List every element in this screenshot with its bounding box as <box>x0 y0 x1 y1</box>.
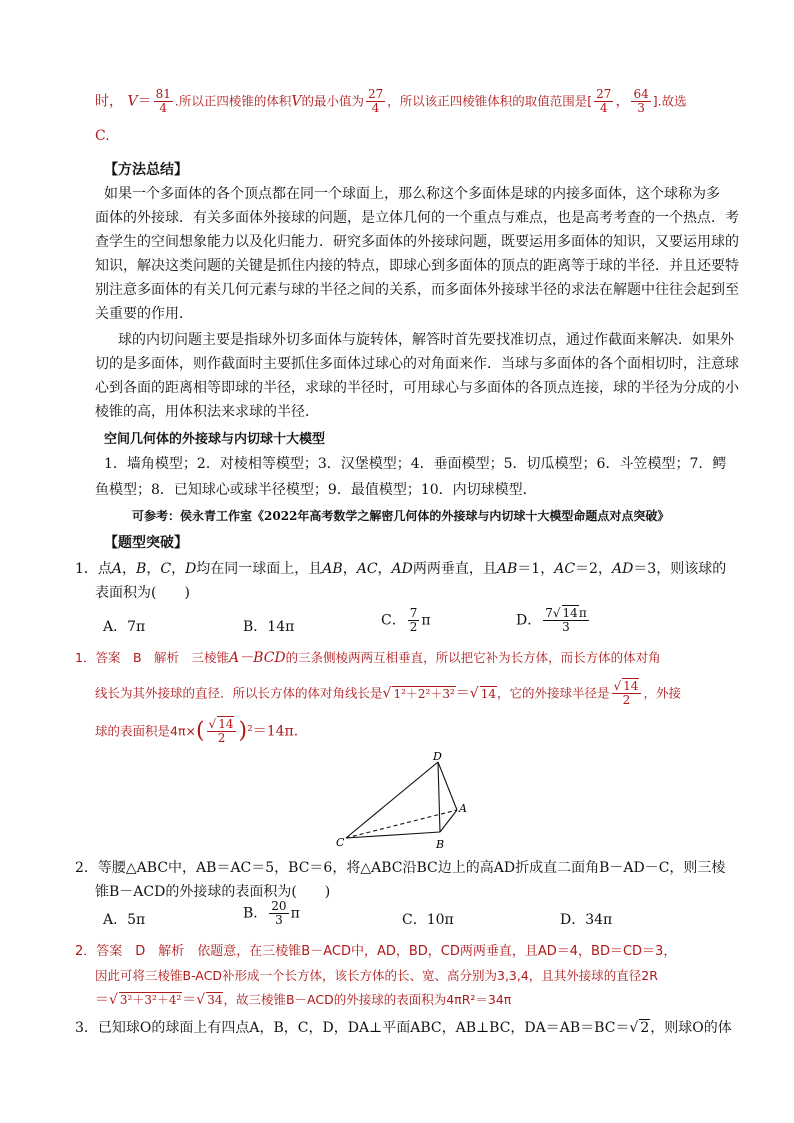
num: 27 <box>367 87 384 101</box>
fraction-27-4 <box>366 88 385 115</box>
den: 4 <box>159 101 168 115</box>
text: 1．点 <box>75 561 112 577</box>
text: 的三条侧棱两两互相垂直，所以把它补为长方体，而长方体的体对角 <box>285 650 661 665</box>
den: 3 <box>275 913 283 927</box>
fraction-81-4 <box>154 88 173 115</box>
text: ，则球O的体 <box>650 1020 732 1036</box>
text: 7 <box>545 606 553 620</box>
label-d: D <box>433 750 442 763</box>
text: B． <box>243 905 268 922</box>
edge-da <box>438 762 457 810</box>
text: π <box>421 612 431 629</box>
q1-line-2: 表面积为( ) <box>95 585 190 601</box>
text: ＝ <box>137 93 152 110</box>
text: π <box>290 905 300 922</box>
den: 4 <box>371 101 380 115</box>
text: ＝ <box>182 992 197 1008</box>
text: π <box>578 606 587 620</box>
den: 2 <box>622 693 631 707</box>
text: ，它的外接球半径是 <box>496 685 610 701</box>
label-c: C <box>336 836 345 849</box>
var: C <box>160 561 172 577</box>
var: A－BCD <box>229 650 286 666</box>
den: 2 <box>217 731 226 745</box>
models-title: 空间几何体的外接球与内切球十大模型 <box>104 432 326 447</box>
text: ， <box>377 561 392 577</box>
text: 两两垂直，且 <box>412 561 497 577</box>
practice-heading: 【题型突破】 <box>104 535 188 551</box>
radicand: 14 <box>480 686 496 701</box>
a2-line-1: 2．答案 D 解析 依题意，在三棱锥B－ACD中，AD，BD，CD两两垂直，且AD＝4，BD＝CD＝3， <box>75 944 677 959</box>
method-p2-l3: 心到各面的距离相等即球的半径，求球的半径时，可用球心与多面体的各顶点连接，球的半径为分成的小 <box>95 380 739 396</box>
text: 线长为其外接球的直径．所以长方体的体对角线长是 <box>95 685 383 701</box>
text: ＝ <box>455 685 470 702</box>
num: √ 14 <box>207 718 237 732</box>
q2-option-c[interactable]: C．10π <box>402 912 454 928</box>
text: ＝1， <box>517 561 555 577</box>
radicand: 14 <box>623 679 639 693</box>
answer-continuation-line-2: C. <box>95 128 110 144</box>
text: ＝ <box>95 992 109 1008</box>
text: ， <box>342 561 357 577</box>
method-p1-l1: 如果一个多面体的各个顶点都在同一个球面上，那么称这个多面体是球的内接多面体，这个球称为多 <box>104 186 720 202</box>
var: A <box>111 561 123 577</box>
num: 81 <box>155 87 171 101</box>
edge-cd <box>346 762 438 838</box>
method-heading: 【方法总结】 <box>104 162 188 178</box>
text: ＝2， <box>575 561 612 577</box>
q1-option-a[interactable]: A．7π <box>103 619 146 635</box>
q1-option-c[interactable] <box>381 607 431 634</box>
a2-line-2: 因此可将三棱锥B-ACD补形成一个长方体，该长方体的长、宽、高分别为3,3,4，且其外接球的直径2R <box>95 968 658 983</box>
q2-option-d[interactable]: D．34π <box>560 912 613 928</box>
q2-option-a[interactable]: A．5π <box>103 912 146 928</box>
q1-option-b[interactable]: B．14π <box>243 619 295 635</box>
num: √ 14 <box>612 680 642 694</box>
radicand: 34 <box>207 993 223 1007</box>
text: ， <box>146 561 161 577</box>
var: AC <box>356 561 378 577</box>
var-v: V <box>291 93 302 110</box>
text: D． <box>516 612 542 629</box>
text: ， <box>122 561 137 577</box>
paren-right: ) <box>238 718 248 744</box>
text: .所以正四棱锥的体积 <box>174 93 292 109</box>
text: ＝3，则该球的 <box>633 561 727 577</box>
method-p1-l4: 知识，解决这类问题的关键是抓住内接的特点，即球心到多面体的顶点的距离等于球的半径．并且还要特 <box>95 258 739 274</box>
var: D <box>185 561 197 577</box>
fraction-root14-2-b <box>207 718 237 745</box>
q2-line-2: 锥B－ACD的外接球的表面积为( ) <box>95 884 331 900</box>
num: 7 <box>409 606 418 620</box>
fraction-64-3 <box>631 88 650 115</box>
num: 27 <box>596 87 612 101</box>
var: AB <box>322 561 343 577</box>
fraction-20-3 <box>269 900 288 927</box>
fraction-27-4-b <box>594 88 613 115</box>
radicand: 1²＋2²＋3² <box>393 686 455 701</box>
models-line-1: 1．墙角模型；2．对棱相等模型；3．汉堡模型；4．垂面模型；5．切瓜模型；6．斗笠模型；7．鳄 <box>104 456 727 472</box>
den: 2 <box>409 620 418 634</box>
num: 20 <box>271 899 287 913</box>
method-p1-l3: 查学生的空间想象能力以及化归能力．研究多面体的外接球问题，既要运用多面体的知识，又要运用球的 <box>95 234 739 250</box>
var: B <box>136 561 147 577</box>
tetrahedron-figure <box>330 748 470 853</box>
den: 3 <box>562 620 570 634</box>
edge-db <box>438 762 440 832</box>
var: AC <box>554 561 576 577</box>
var-v: V <box>127 93 138 110</box>
text: 3．已知球O的球面上有四点A，B，C，D，DA⊥平面ABC，AB⊥BC，DA＝AB＝BC＝ <box>75 1020 630 1036</box>
radicand: 14 <box>562 606 578 620</box>
a1-line-3 <box>95 718 298 745</box>
text: C． <box>381 612 406 629</box>
den: 4 <box>599 101 608 115</box>
text: ，外接 <box>643 685 681 701</box>
method-p2-l4: 棱锥的高，用体积法来求球的半径． <box>95 404 319 420</box>
text: ， <box>171 561 186 577</box>
method-p1-l2: 面体的外接球．有关多面体外接球的问题，是立体几何的一个重点与难点，也是高考考查的一个热点．考 <box>95 210 739 226</box>
text: ].故选 <box>652 93 687 109</box>
q3-line-1: 3．已知球O的球面上有四点A，B，C，D，DA⊥平面ABC，AB⊥BC，DA＝AB＝BC＝√ 2，则球O的体 <box>75 1020 732 1036</box>
text: 1．答案 B 解析 三棱锥 <box>75 650 230 665</box>
q2-option-b[interactable] <box>243 900 300 927</box>
method-p1-l6: 关重要的作用． <box>95 306 193 322</box>
num: 7√ 14π <box>545 606 587 620</box>
answer-continuation-line-1 <box>95 87 687 115</box>
radicand: 3²＋3²＋4² <box>119 993 182 1007</box>
q1-line-1 <box>75 559 726 579</box>
text: ，故三棱锥B－ACD的外接球的表面积为4πR²＝34π <box>223 992 512 1007</box>
fraction-root14-2 <box>612 680 642 707</box>
text: ²＝14π. <box>247 723 299 740</box>
method-p2-l2: 切的是多面体，则作截面时主要抓住多面体过球心的对角面来作．当球与多面体的各个面相切时，注意球 <box>95 356 739 372</box>
var: AB <box>496 561 518 577</box>
text: 的最小值为 <box>301 93 364 109</box>
paren-left: ( <box>195 718 205 744</box>
fraction-7-2 <box>408 607 420 634</box>
radicand: 14 <box>218 717 234 731</box>
a2-line-3: ＝√ 3²＋3²＋4²＝√ 34，故三棱锥B－ACD的外接球的表面积为4πR²＝34π <box>95 992 512 1008</box>
num: 64 <box>633 87 649 101</box>
text: 球的表面积是4π× <box>95 723 196 739</box>
text: 均在同一球面上，且 <box>196 561 323 577</box>
a1-line-2: 线长为其外接球的直径．所以长方体的体对角线长是√ 1²＋2²＋3²＝√ 14，它的外接球半径是 $\frac{√ 14}{2}$ ，外接 <box>95 679 681 707</box>
a1-line-1 <box>75 648 661 668</box>
q2-line-1: 2．等腰△ABC中，AB＝AC＝5，BC＝6，将△ABC沿BC边上的高AD折成直二面角B－AD－C，则三棱 <box>75 860 726 876</box>
text: ， <box>615 93 630 110</box>
method-p2-l1: 球的内切问题主要是指球外切多面体与旋转体，解答时首先要找准切点，通过作截面来解决．如果外 <box>118 332 734 348</box>
fraction-7root14pi-3 <box>543 607 588 634</box>
reference-note: 可参考：侯永青工作室《2022年高考数学之解密几何体的外接球与内切球十大模型命题点对点突破》 <box>132 509 670 523</box>
label-b: B <box>436 838 445 851</box>
text: ，所以该正四棱锥体积的取值范围是[ <box>387 93 593 109</box>
var: AD <box>611 561 634 577</box>
method-p1-l5: 别注意多面体的有关几何元素与球的半径之间的关系，而多面体外接球半径的求法在解题中往往会起到至 <box>95 282 739 298</box>
models-line-2: 鱼模型；8．已知球心或球半径模型；9．最值模型；10．内切球模型． <box>95 482 537 498</box>
label-a: A <box>459 802 467 815</box>
den: 3 <box>637 101 645 115</box>
var: AD <box>391 561 413 577</box>
radicand: 2 <box>640 1020 650 1036</box>
q1-option-d[interactable] <box>516 607 591 634</box>
text: 时， <box>95 93 123 110</box>
